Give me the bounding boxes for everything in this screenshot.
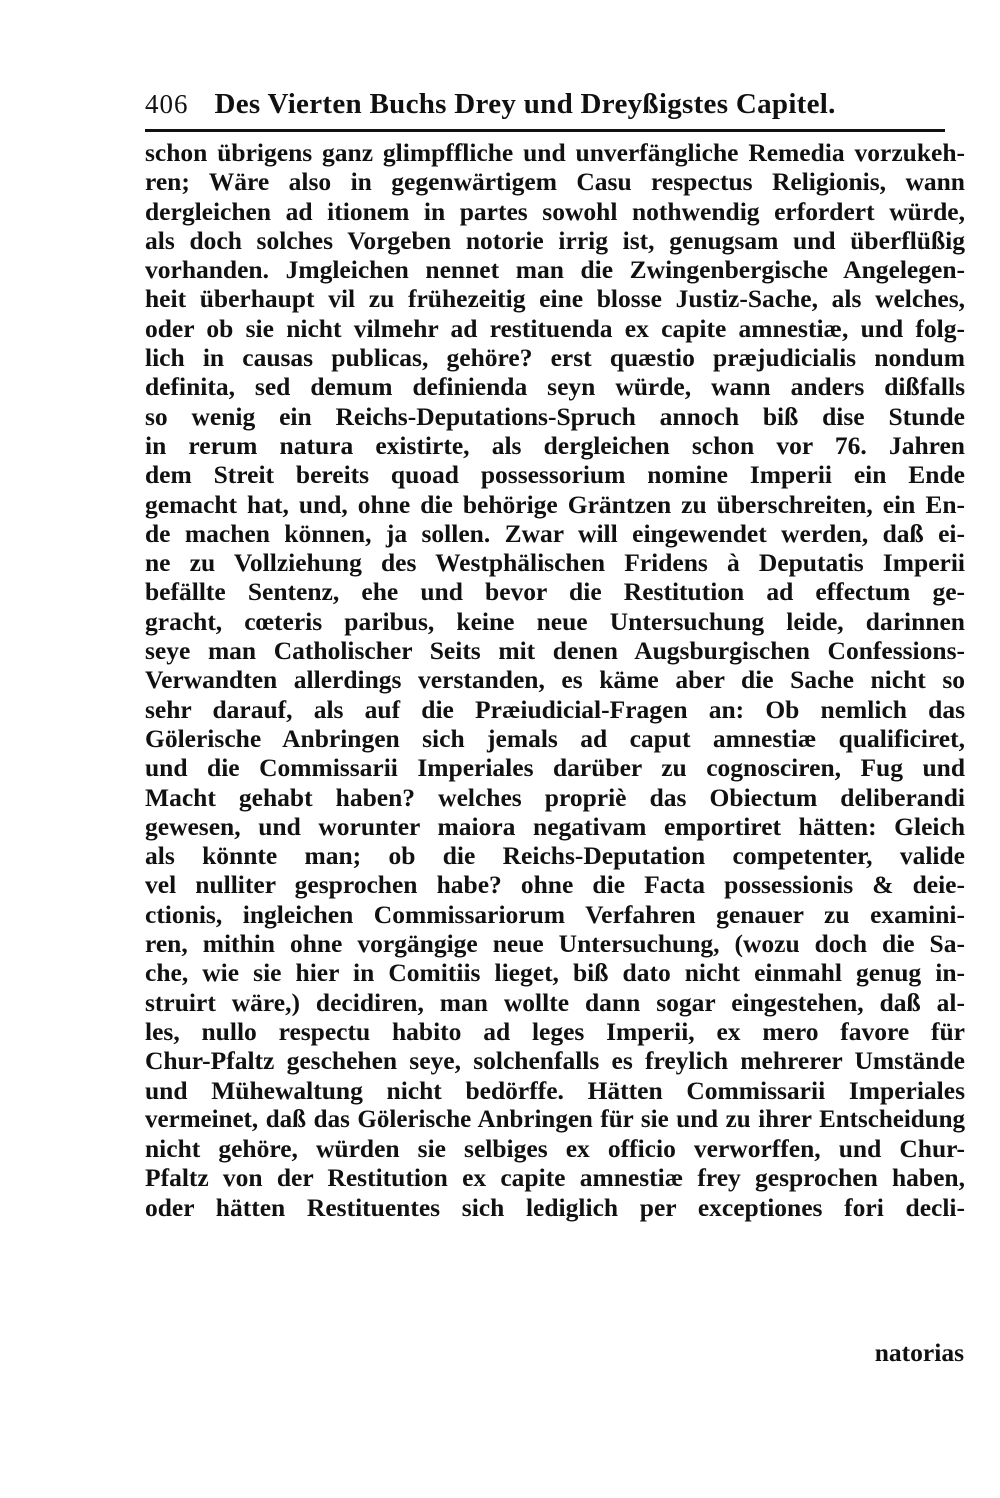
text-line: Verwandten allerdings verstanden, es käme aber die Sache nicht so	[145, 665, 965, 695]
header-rule	[145, 129, 945, 132]
text-line: als doch solches Vorgeben notorie irrig ist, genugsam und überflüßig	[145, 225, 965, 255]
text-line: gracht, cœteris paribus, keine neue Untersuchung leide, darinnen	[145, 606, 965, 636]
text-line: gewesen, und worunter maiora negativam emportiret hätten: Gleich	[145, 811, 965, 841]
text-line: les, nullo respectu habito ad leges Imperii, ex mero favore für	[145, 1016, 965, 1046]
text-line: nicht gehöre, würden sie selbiges ex officio verworffen, und Chur-	[145, 1134, 965, 1164]
body-text	[145, 138, 965, 1222]
text-line: Macht gehabt haben? welches propriè das Obiectum deliberandi	[145, 782, 965, 812]
text-line: und die Commissarii Imperiales darüber zu cognosciren, Fug und	[145, 753, 965, 783]
text-line: in rerum natura existirte, als dergleichen schon vor 76. Jahren	[145, 430, 965, 460]
text-line: de machen können, ja sollen. Zwar will eingewendet werden, daß ei-	[145, 518, 965, 548]
text-line: oder hätten Restituentes sich lediglich per exceptiones fori decli-	[145, 1192, 965, 1222]
text-line: struirt wäre,) decidiren, man wollte dann sogar eingestehen, daß al-	[145, 987, 965, 1017]
text-line: ren; Wäre also in gegenwärtigem Casu respectus Religionis, wann	[145, 167, 965, 197]
text-line: Pfaltz von der Restitution ex capite amnestiæ frey gesprochen haben,	[145, 1163, 965, 1193]
text-line: vorhanden. Jmgleichen nennet man die Zwingenbergische Angelegen-	[145, 255, 965, 285]
page-number: 406	[145, 89, 189, 119]
text-line: lich in causas publicas, gehöre? erst quæstio præjudicialis nondum	[145, 343, 965, 373]
text-line: schon übrigens ganz glimpffliche und unverfängliche Remedia vorzukeh-	[145, 138, 965, 167]
text-line: oder ob sie nicht vilmehr ad restituenda ex capite amnestiæ, und folg-	[145, 313, 965, 343]
text-line: ne zu Vollziehung des Westphälischen Fridens à Deputatis Imperii	[145, 548, 965, 578]
text-line: dergleichen ad itionem in partes sowohl nothwendig erfordert würde,	[145, 196, 965, 226]
text-line: als könnte man; ob die Reichs-Deputation competenter, valide	[145, 841, 965, 871]
text-line: sehr darauf, als auf die Præiudicial-Fragen an: Ob nemlich das	[145, 694, 965, 724]
text-line: Chur-Pfaltz geschehen seye, solchenfalls es freylich mehrerer Umstände	[145, 1046, 965, 1076]
text-line: so wenig ein Reichs-Deputations-Spruch annoch biß dise Stunde	[145, 401, 965, 431]
text-line: seye man Catholischer Seits mit denen Augsburgischen Confessions-	[145, 636, 965, 666]
text-line: ctionis, ingleichen Commissariorum Verfahren genauer zu examini-	[145, 899, 965, 929]
text-line: vel nulliter gesprochen habe? ohne die Facta possessionis & deie-	[145, 870, 965, 900]
text-line: gemacht hat, und, ohne die behörige Gräntzen zu überschreiten, ein En-	[145, 489, 965, 519]
running-title: Des Vierten Buchs Drey und Dreyßigstes Capitel.	[214, 88, 836, 120]
text-line: befällte Sentenz, ehe und bevor die Restitution ad effectum ge-	[145, 577, 965, 607]
text-line: che, wie sie hier in Comitiis lieget, biß dato nicht einmahl genug in-	[145, 958, 965, 988]
text-line: heit überhaupt vil zu frühezeitig eine blosse Justiz-Sache, als welches,	[145, 284, 965, 314]
text-line: vermeinet, daß das Gölerische Anbringen für sie und zu ihrer Entscheidung	[145, 1105, 965, 1133]
text-line: ren, mithin ohne vorgängige neue Untersuchung, (wozu doch die Sa-	[145, 929, 965, 959]
catchword: natorias	[874, 1338, 964, 1367]
text-line: Gölerische Anbringen sich jemals ad caput amnestiæ qualificiret,	[145, 723, 965, 753]
text-line: definita, sed demum definienda seyn würde, wann anders dißfalls	[145, 372, 965, 402]
text-line: dem Streit bereits quoad possessorium nomine Imperii ein Ende	[145, 460, 965, 490]
text-line: und Mühewaltung nicht bedörffe. Hätten Commissarii Imperiales	[145, 1075, 965, 1105]
page-header	[145, 88, 945, 124]
